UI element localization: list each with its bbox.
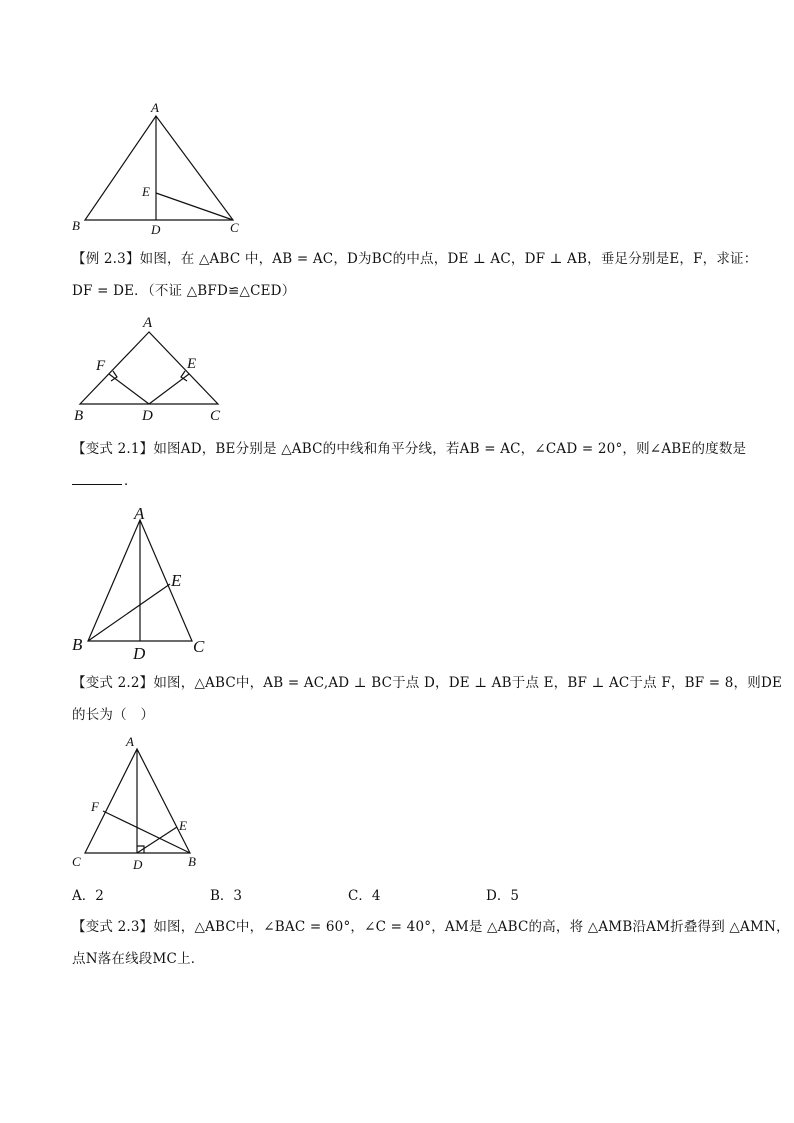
label-d: D	[133, 644, 146, 663]
label-f: F	[91, 799, 99, 814]
label-a: A	[151, 100, 159, 115]
segment-ec	[156, 193, 233, 220]
figure-4-triangle	[60, 728, 230, 878]
figure-2-svg	[60, 308, 260, 428]
variant-2-2-line-1: 【变式 2.2】如图，△ABC中，AB = AC,AD ⊥ BC于点 D，DE ⊥ AB于点 E，BF ⊥ AC于点 F，BF = 8，则DE	[72, 675, 783, 691]
label-e: E	[187, 356, 197, 372]
figure-3-svg	[60, 500, 230, 665]
choice-c[interactable]: C．4	[348, 888, 381, 904]
variant-2-2-line-2: 的长为（ ）	[72, 707, 155, 723]
variant-2-2	[72, 667, 783, 731]
figure-4-svg	[60, 728, 230, 878]
variant-2-3	[72, 911, 790, 975]
label-c: C	[210, 408, 221, 424]
choice-d[interactable]: D．5	[486, 888, 519, 904]
example-2-3	[72, 243, 758, 307]
label-e: E	[179, 818, 187, 833]
label-b: B	[188, 854, 196, 869]
label-a: A	[134, 504, 145, 523]
label-d: D	[142, 408, 153, 424]
variant-2-1	[72, 433, 747, 497]
figure-1-svg	[60, 95, 290, 245]
choice-b[interactable]: B．3	[210, 888, 243, 904]
figure-1-triangle	[60, 95, 290, 245]
label-b: B	[72, 635, 83, 654]
label-c: C	[193, 637, 205, 656]
label-c: C	[72, 854, 81, 869]
label-a: A	[143, 315, 153, 331]
label-d: D	[133, 857, 143, 872]
label-d: D	[151, 222, 161, 237]
variant-2-1-line-1: 【变式 2.1】如图AD，BE分别是 △ABC的中线和角平分线，若AB = AC，∠CAD = 20°，则∠ABE的度数是	[72, 441, 747, 457]
label-f: F	[96, 358, 106, 374]
label-c: C	[230, 220, 239, 235]
variant-2-1-line-2: ．	[72, 465, 732, 497]
figure-2-triangle	[60, 308, 260, 428]
answer-blank	[72, 469, 122, 485]
label-b: B	[74, 408, 84, 424]
example-2-3-line-2: DF = DE．（不证 △BFD≌△CED）	[72, 283, 296, 299]
choice-a[interactable]: A．2	[72, 888, 104, 904]
label-a: A	[126, 734, 134, 749]
variant-2-3-line-1: 【变式 2.3】如图，△ABC中，∠BAC = 60°，∠C = 40°，AM是 △ABC的高，将 △AMB沿AM折叠得到 △AMN，	[72, 919, 790, 935]
example-2-3-line-1: 【例 2.3】如图，在 △ABC 中，AB = AC，D为BC的中点，DE ⊥ AC，DF ⊥ AB，垂足分别是E，F，求证：	[72, 251, 758, 267]
variant-2-3-line-2: 点N落在线段MC上．	[72, 951, 205, 967]
label-b: B	[72, 218, 80, 233]
triangle-abc	[85, 116, 233, 220]
label-e: E	[142, 184, 150, 199]
label-e: E	[171, 571, 182, 590]
figure-3-triangle	[60, 500, 230, 665]
